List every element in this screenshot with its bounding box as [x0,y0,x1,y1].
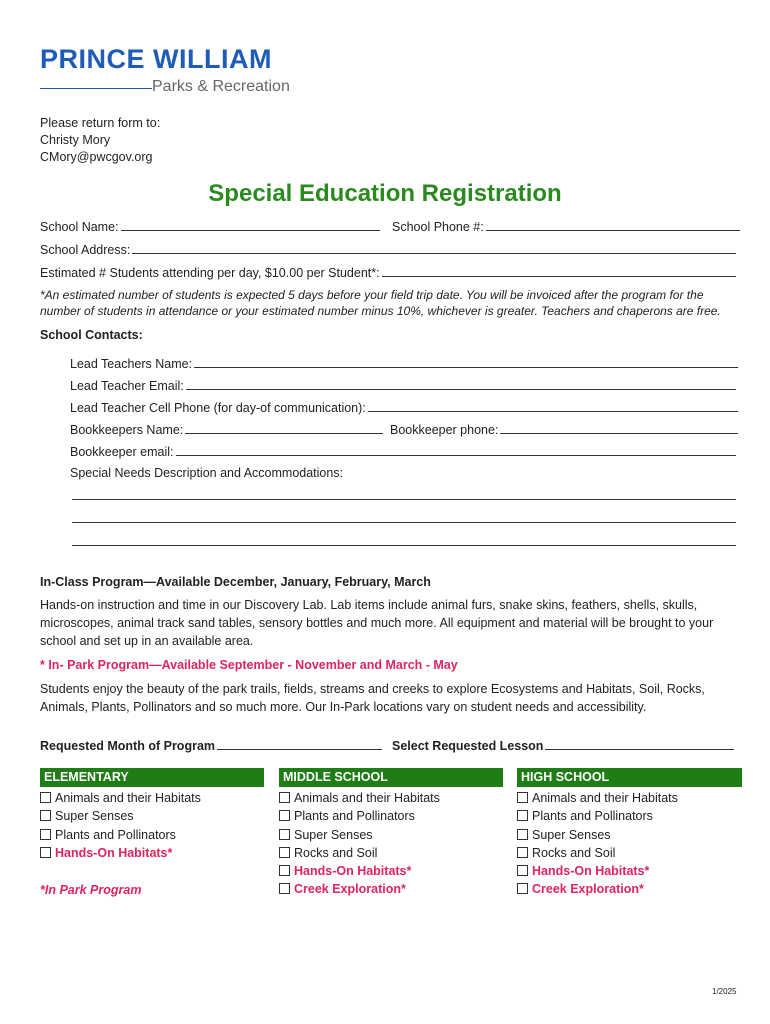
checkbox[interactable] [40,792,51,803]
select-lesson-label: Select Requested Lesson [392,739,544,753]
lesson-label: Animals and their Habitats [55,791,201,805]
footer-date: 1/2025 [712,987,737,996]
return-name: Christy Mory [40,133,111,147]
lesson-option[interactable] [517,844,678,862]
requested-month-field[interactable] [40,738,382,753]
lesson-label: Rocks and Soil [294,845,378,860]
checkbox[interactable] [40,810,51,821]
checkbox[interactable] [517,810,528,821]
lesson-option[interactable] [279,789,440,807]
special-needs-line-3[interactable] [72,545,736,546]
middle-school-list [279,789,440,899]
lesson-label: Animals and their Habitats [532,791,678,805]
elementary-header: ELEMENTARY [40,768,264,787]
lesson-label: Creek Exploration* [532,882,644,897]
bookkeeper-phone-label: Bookkeeper phone: [390,423,499,437]
lesson-option[interactable] [279,807,440,825]
school-address-line[interactable] [132,242,736,254]
school-name-field[interactable] [40,219,380,234]
lesson-label: Hands-On Habitats* [532,864,650,879]
special-needs-line-2[interactable] [72,522,736,523]
checkbox[interactable] [279,792,290,803]
lead-email-field[interactable] [70,378,736,393]
estimated-students-label: Estimated # Students attending per day, $10.00 per Student*: [40,266,380,280]
lead-phone-field[interactable] [70,400,738,415]
bookkeeper-name-line[interactable] [185,422,383,434]
in-park-note: *In Park Program [40,883,142,897]
checkbox[interactable] [517,865,528,876]
school-phone-line[interactable] [486,219,740,231]
requested-month-line[interactable] [217,738,382,750]
lesson-option[interactable] [279,826,440,844]
inclass-heading: In-Class Program—Available December, January, February, March [40,575,431,589]
lesson-option[interactable] [279,844,440,862]
school-name-line[interactable] [121,219,380,231]
lesson-option[interactable] [517,862,678,880]
bookkeeper-email-line[interactable] [176,444,736,456]
bookkeeper-name-field[interactable] [70,422,383,437]
school-address-label: School Address: [40,243,131,257]
estimated-students-field[interactable] [40,265,736,280]
checkbox[interactable] [40,829,51,840]
inpark-heading: * In- Park Program—Available September - November and March - May [40,658,458,672]
lead-phone-label: Lead Teacher Cell Phone (for day-of communication): [70,401,366,415]
bookkeeper-phone-field[interactable] [390,422,738,437]
checkbox[interactable] [40,847,51,858]
lesson-option[interactable] [40,807,201,825]
page-title: Special Education Registration [208,180,562,207]
lesson-label: Animals and their Habitats [294,791,440,805]
logo-title: PRINCE WILLIAM [40,44,272,74]
requested-month-label: Requested Month of Program [40,739,216,753]
lesson-option[interactable] [40,844,201,862]
special-needs-line-1[interactable] [72,499,736,500]
lesson-option[interactable] [517,789,678,807]
lesson-label: Plants and Pollinators [55,827,176,842]
estimate-note: *An estimated number of students is expected 5 days before your field trip date. You will be invoiced after the program for the number of students in attendance or your estimated number minus 10%, whichever is greater. Teachers and chaperons are free. [40,288,721,318]
contacts-heading: School Contacts: [40,328,143,342]
school-phone-field[interactable] [392,219,740,234]
estimated-students-line[interactable] [382,265,736,277]
school-address-field[interactable] [40,242,736,257]
lesson-option[interactable] [40,789,201,807]
select-lesson-field[interactable] [392,738,734,753]
lesson-label: Hands-On Habitats* [294,864,412,879]
lead-name-field[interactable] [70,356,738,371]
checkbox[interactable] [279,865,290,876]
lesson-option[interactable] [40,826,201,844]
lesson-label: Super Senses [55,809,134,824]
bookkeeper-email-label: Bookkeeper email: [70,445,174,459]
lead-name-line[interactable] [194,356,738,368]
checkbox[interactable] [517,883,528,894]
bookkeeper-name-label: Bookkeepers Name: [70,423,184,437]
checkbox[interactable] [279,810,290,821]
checkbox[interactable] [517,792,528,803]
school-name-label: School Name: [40,220,119,234]
lesson-option[interactable] [517,826,678,844]
lesson-option[interactable] [279,862,440,880]
high-school-list [517,789,678,899]
lesson-option[interactable] [517,807,678,825]
lesson-label: Rocks and Soil [532,845,616,860]
middle-school-header: MIDDLE SCHOOL [279,768,503,787]
checkbox[interactable] [517,829,528,840]
lesson-label: Super Senses [532,827,611,842]
special-needs-label: Special Needs Description and Accommodations: [70,466,344,480]
lead-email-line[interactable] [186,378,736,390]
lesson-label: Plants and Pollinators [294,809,415,824]
lesson-label: Plants and Pollinators [532,809,653,824]
select-lesson-line[interactable] [545,738,734,750]
lead-email-label: Lead Teacher Email: [70,379,184,393]
bookkeeper-email-field[interactable] [70,444,736,459]
lesson-label: Creek Exploration* [294,882,406,897]
school-phone-label: School Phone #: [392,220,484,234]
logo-subtitle: Parks & Recreation [152,78,290,95]
lesson-option[interactable] [517,880,678,898]
inclass-text: Hands-on instruction and time in our Discovery Lab. Lab items include animal furs, snake skins, feathers, shells, skulls, microscopes, animal track sand tables, sensory bottles and much more. All equipment and material will be brought to your school and set up in an available area. [40,598,714,648]
logo-divider [40,88,152,89]
lesson-label: Hands-On Habitats* [55,845,173,860]
checkbox[interactable] [517,847,528,858]
inpark-text: Students enjoy the beauty of the park trails, fields, streams and creeks to explore Ecosystems and Habitats, Soil, Rocks, Animals, Plants, Pollinators and so much more. Our In-Park locations vary on student needs and accessibility. [40,682,705,714]
high-school-header: HIGH SCHOOL [517,768,742,787]
lesson-option[interactable] [279,880,440,898]
lead-phone-line[interactable] [368,400,738,412]
lead-name-label: Lead Teachers Name: [70,357,193,371]
elementary-list [40,789,201,862]
return-label: Please return form to: [40,116,161,130]
lesson-label: Super Senses [294,827,373,842]
checkbox[interactable] [279,883,290,894]
checkbox[interactable] [279,847,290,858]
return-email: CMory@pwcgov.org [40,150,153,164]
checkbox[interactable] [279,829,290,840]
bookkeeper-phone-line[interactable] [500,422,738,434]
